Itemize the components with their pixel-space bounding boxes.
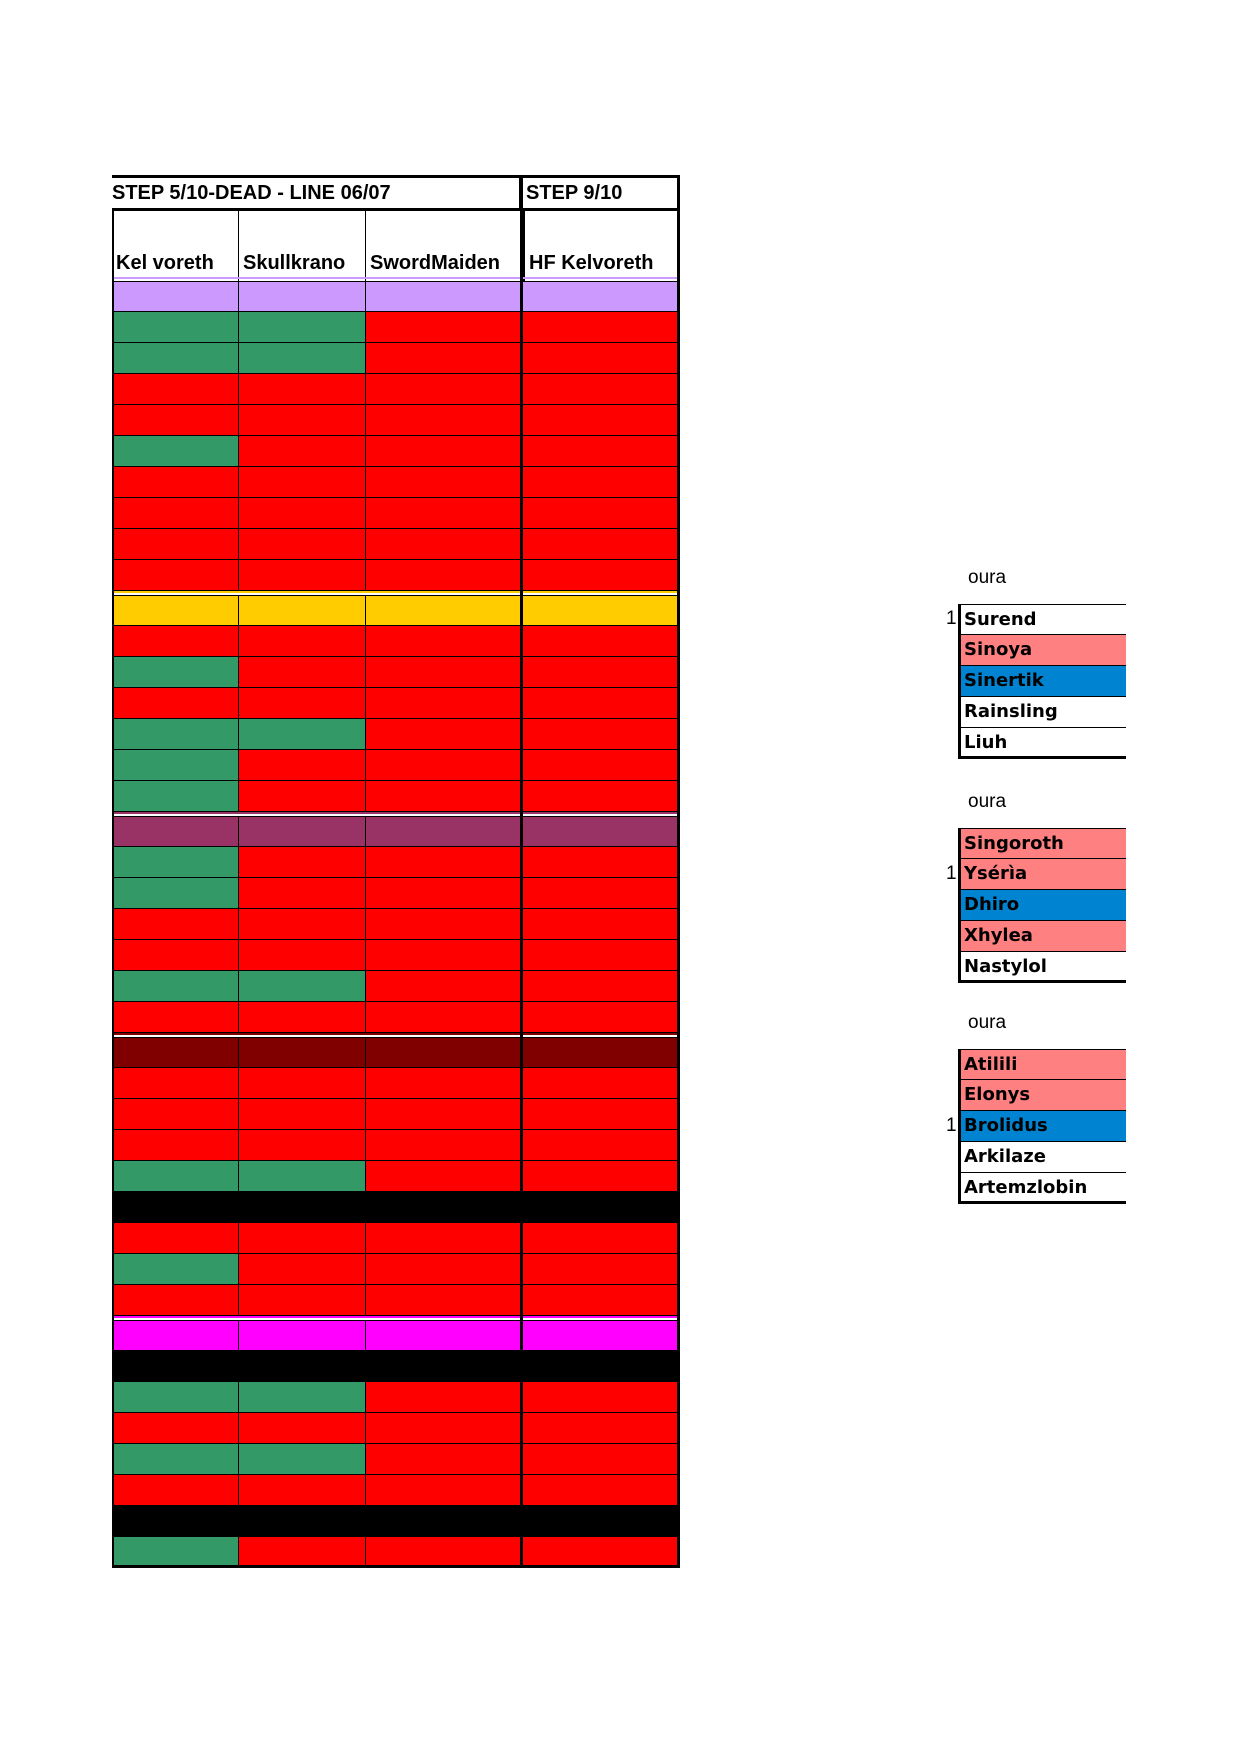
status-cell (522, 1285, 680, 1316)
status-cell (112, 971, 239, 1002)
status-cell (366, 1130, 522, 1161)
status-cell (112, 1223, 239, 1254)
status-cell (112, 750, 239, 781)
roster-member: Rainsling (961, 697, 1126, 728)
status-cell (112, 1254, 239, 1285)
status-cell (522, 878, 680, 909)
roster-member: Atilili (961, 1049, 1126, 1080)
status-cell (112, 781, 239, 812)
status-cell (239, 1099, 366, 1130)
status-cell (112, 1413, 239, 1444)
group-title: oura (968, 567, 1007, 588)
status-cell (522, 343, 680, 374)
roster-member: Sinoya (961, 635, 1126, 666)
status-cell (522, 847, 680, 878)
status-cell (366, 467, 522, 498)
status-cell (522, 1382, 680, 1413)
status-cell (366, 1537, 522, 1568)
group-title: oura (968, 791, 1007, 812)
section-separator-cell (239, 595, 366, 626)
status-cell (239, 1285, 366, 1316)
roster-member: Elonys (961, 1080, 1126, 1111)
status-cell (366, 1223, 522, 1254)
status-cell (112, 529, 239, 560)
status-cell (112, 1285, 239, 1316)
status-cell (112, 498, 239, 529)
status-cell (112, 719, 239, 750)
column-header: SwordMaiden (366, 211, 522, 281)
status-cell (522, 1223, 680, 1254)
status-cell (366, 1413, 522, 1444)
status-cell (239, 1068, 366, 1099)
status-cell (112, 847, 239, 878)
step-header-right: STEP 9/10 (522, 175, 680, 211)
status-cell (239, 312, 366, 343)
section-separator-cell (522, 816, 680, 847)
status-cell (112, 312, 239, 343)
status-cell (522, 657, 680, 688)
status-cell (366, 560, 522, 591)
section-separator-cell (522, 595, 680, 626)
section-separator-cell (239, 1320, 366, 1351)
status-cell (239, 343, 366, 374)
status-cell (112, 1382, 239, 1413)
status-cell (366, 529, 522, 560)
roster-member: Ysérìa (961, 859, 1126, 890)
status-cell (112, 1537, 239, 1568)
status-cell (522, 688, 680, 719)
status-cell (522, 940, 680, 971)
status-cell (522, 560, 680, 591)
status-cell (239, 940, 366, 971)
step-header-left: STEP 5/10-DEAD - LINE 06/07 (112, 175, 522, 211)
section-separator-cell (366, 1320, 522, 1351)
roster-member: Nastylol (961, 952, 1126, 983)
status-cell (522, 1002, 680, 1033)
group-number: 1 (946, 608, 957, 629)
status-cell (112, 343, 239, 374)
roster-member: Brolidus (961, 1111, 1126, 1142)
section-separator-cell (112, 595, 239, 626)
status-cell (239, 498, 366, 529)
section-separator-cell (112, 1037, 239, 1068)
column-header: Kel voreth (112, 211, 239, 281)
status-cell (522, 1254, 680, 1285)
roster-member: Xhylea (961, 921, 1126, 952)
section-separator-cell (366, 281, 522, 312)
status-cell (239, 1130, 366, 1161)
status-cell (366, 781, 522, 812)
status-cell (239, 374, 366, 405)
roster-member: Surend (961, 604, 1126, 635)
status-cell (366, 498, 522, 529)
status-cell (239, 847, 366, 878)
status-cell (522, 1161, 680, 1192)
roster-member: Arkilaze (961, 1142, 1126, 1173)
group-title: oura (968, 1012, 1007, 1033)
section-separator-cell (522, 281, 680, 312)
status-cell (239, 1537, 366, 1568)
status-cell (239, 719, 366, 750)
section-separator-cell (112, 281, 239, 312)
status-cell (112, 1444, 239, 1475)
status-cell (366, 688, 522, 719)
status-cell (522, 405, 680, 436)
status-cell (239, 1254, 366, 1285)
status-cell (522, 1413, 680, 1444)
section-separator-cell (522, 1320, 680, 1351)
status-cell (522, 1130, 680, 1161)
status-cell (112, 1002, 239, 1033)
status-cell (239, 909, 366, 940)
status-cell (522, 312, 680, 343)
status-cell (366, 405, 522, 436)
separator-line (112, 277, 680, 279)
status-cell (112, 626, 239, 657)
status-cell (522, 374, 680, 405)
status-cell (366, 909, 522, 940)
status-cell (112, 405, 239, 436)
status-cell (239, 436, 366, 467)
section-divider-bar (112, 1506, 680, 1537)
status-cell (366, 971, 522, 1002)
status-cell (239, 626, 366, 657)
status-cell (112, 940, 239, 971)
roster-member: Dhiro (961, 890, 1126, 921)
status-cell (239, 878, 366, 909)
status-cell (366, 1475, 522, 1506)
section-divider-bar (112, 1351, 680, 1382)
group-number: 1 (946, 1115, 957, 1136)
section-separator-cell (239, 281, 366, 312)
status-cell (366, 1068, 522, 1099)
section-separator-cell (239, 1037, 366, 1068)
status-cell (522, 626, 680, 657)
status-cell (239, 1223, 366, 1254)
status-cell (239, 1444, 366, 1475)
section-separator-cell (112, 1320, 239, 1351)
status-cell (239, 467, 366, 498)
section-separator-cell (366, 595, 522, 626)
roster-list (958, 1049, 1126, 1204)
status-cell (112, 1161, 239, 1192)
status-cell (112, 657, 239, 688)
roster-member: Singoroth (961, 828, 1126, 859)
status-cell (366, 1382, 522, 1413)
separator-line (112, 1033, 680, 1035)
status-cell (112, 436, 239, 467)
group-number: 1 (946, 863, 957, 884)
status-cell (522, 467, 680, 498)
section-separator-cell (112, 816, 239, 847)
status-cell (522, 1475, 680, 1506)
status-cell (522, 719, 680, 750)
status-cell (522, 529, 680, 560)
status-cell (112, 374, 239, 405)
status-cell (522, 1099, 680, 1130)
section-separator-cell (239, 816, 366, 847)
status-cell (366, 1444, 522, 1475)
status-cell (112, 560, 239, 591)
status-cell (522, 909, 680, 940)
status-cell (239, 688, 366, 719)
status-cell (366, 1161, 522, 1192)
separator-line (112, 591, 680, 593)
status-cell (522, 1444, 680, 1475)
roster-list (958, 828, 1126, 983)
status-cell (366, 1285, 522, 1316)
status-cell (112, 467, 239, 498)
status-cell (112, 878, 239, 909)
status-cell (112, 909, 239, 940)
status-cell (522, 781, 680, 812)
column-header: HF Kelvoreth (522, 211, 680, 281)
status-cell (522, 498, 680, 529)
status-cell (366, 719, 522, 750)
status-cell (239, 781, 366, 812)
status-cell (112, 1475, 239, 1506)
status-cell (239, 529, 366, 560)
status-cell (366, 1099, 522, 1130)
status-cell (112, 1099, 239, 1130)
status-cell (522, 1068, 680, 1099)
status-cell (239, 1475, 366, 1506)
roster-list (958, 604, 1126, 759)
status-cell (112, 1130, 239, 1161)
status-cell (239, 560, 366, 591)
column-header: Skullkrano (239, 211, 366, 281)
status-cell (239, 1002, 366, 1033)
status-cell (366, 343, 522, 374)
separator-line (112, 812, 680, 814)
status-cell (366, 374, 522, 405)
status-cell (239, 750, 366, 781)
status-cell (239, 1413, 366, 1444)
status-cell (239, 1382, 366, 1413)
status-cell (239, 657, 366, 688)
section-divider-bar (112, 1192, 680, 1223)
status-cell (366, 1002, 522, 1033)
status-cell (366, 1254, 522, 1285)
status-cell (112, 688, 239, 719)
status-cell (112, 1068, 239, 1099)
status-cell (522, 436, 680, 467)
status-cell (239, 405, 366, 436)
separator-line (112, 1316, 680, 1318)
section-separator-cell (522, 1037, 680, 1068)
status-cell (366, 847, 522, 878)
status-cell (366, 436, 522, 467)
status-cell (239, 1161, 366, 1192)
section-separator-cell (366, 816, 522, 847)
status-cell (366, 750, 522, 781)
roster-member: Artemzlobin (961, 1173, 1126, 1204)
status-cell (522, 1537, 680, 1568)
status-cell (366, 312, 522, 343)
roster-member: Sinertik (961, 666, 1126, 697)
status-cell (522, 971, 680, 1002)
status-cell (366, 878, 522, 909)
status-cell (239, 971, 366, 1002)
status-cell (522, 750, 680, 781)
status-cell (366, 940, 522, 971)
section-separator-cell (366, 1037, 522, 1068)
roster-member: Liuh (961, 728, 1126, 759)
status-cell (366, 626, 522, 657)
status-cell (366, 657, 522, 688)
